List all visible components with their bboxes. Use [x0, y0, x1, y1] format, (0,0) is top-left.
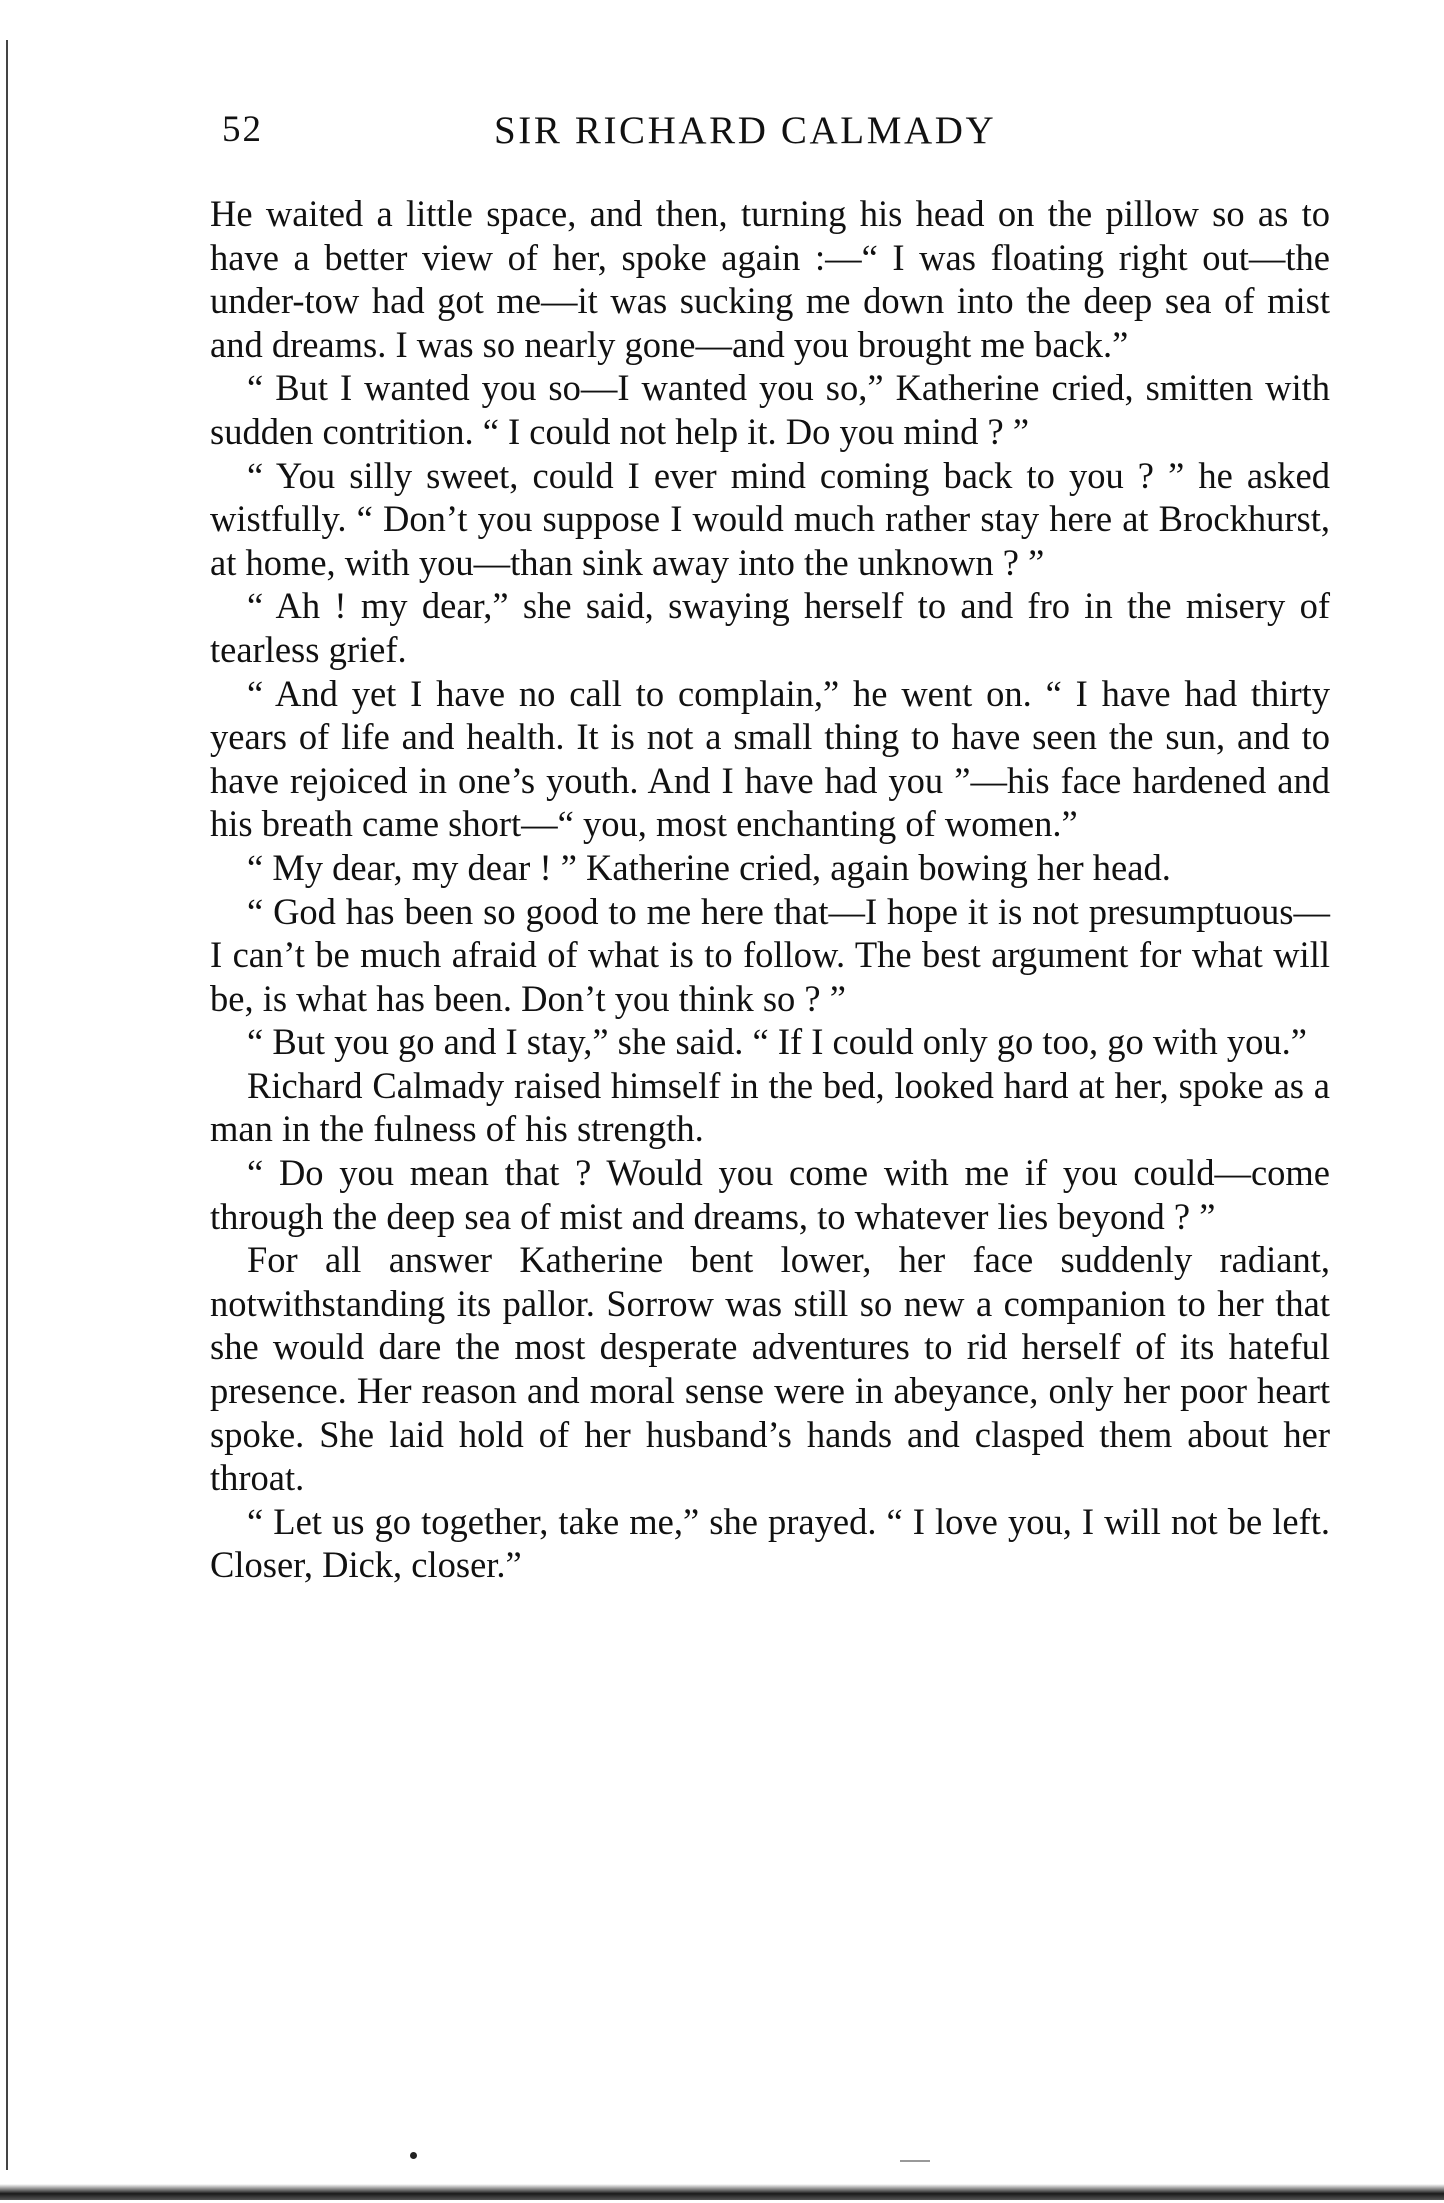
paragraph: “ You silly sweet, could I ever mind coming back to you ? ” he asked wistfully. “ Don’t you suppose I would much rather stay here at Brockhurst, at home, with you—than sink away into the unknown ? ” — [210, 454, 1330, 583]
paragraph: For all answer Katherine bent lower, her face suddenly radiant, notwithstanding its pallor. Sorrow was still so new a companion to her that she would dare the most desperate adventures to rid herself of its hateful presence. Her reason and moral sense were in abeyance, only her poor heart spoke. She laid hold of her husband’s hands and clasped them about her throat. — [210, 1239, 1330, 1499]
body-text — [210, 192, 1330, 1587]
paragraph: “ But I wanted you so—I wanted you so,” Katherine cried, smitten with sudden contrition. “ I could not help it. Do you mind ? ” — [210, 367, 1330, 452]
paragraph: “ God has been so good to me here that—I hope it is not presumptuous—I can’t be much afraid of what is to follow. The best argument for what will be, is what has been. Don’t you think so ? ” — [210, 890, 1330, 1019]
paragraph: “ Let us go together, take me,” she prayed. “ I love you, I will not be left. Closer, Dick, closer.” — [210, 1500, 1330, 1586]
page-bottom-edge — [0, 2184, 1444, 2200]
ink-speck — [410, 2152, 417, 2159]
paragraph: “ But you go and I stay,” she said. “ If I could only go too, go with you.” — [247, 1021, 1307, 1063]
paragraph: “ Do you mean that ? Would you come with me if you could—come through the deep sea of mist and dreams, to whatever lies beyond ? ” — [210, 1152, 1330, 1237]
ink-mark — [900, 2160, 930, 2162]
paragraph: “ My dear, my dear ! ” Katherine cried, again bowing her head. — [247, 846, 1171, 888]
page-left-edge — [6, 40, 8, 2170]
paragraph: “ Ah ! my dear,” she said, swaying herself to and fro in the misery of tearless grief. — [210, 585, 1330, 670]
running-title: SIR RICHARD CALMADY — [494, 109, 997, 152]
page-number: 52 — [222, 109, 263, 150]
paragraph: He waited a little space, and then, turning his head on the pillow so as to have a better view of her, spoke again :—“ I was floating right out—the under-tow had got me—it was sucking me down into the deep sea of mist and dreams. I was so nearly gone—and you brought me back.” — [210, 193, 1330, 365]
page-header — [0, 108, 1444, 158]
paragraph: Richard Calmady raised himself in the bed, looked hard at her, spoke as a man in the fulness of his strength. — [210, 1064, 1330, 1150]
paragraph: “ And yet I have no call to complain,” he went on. “ I have had thirty years of life and health. It is not a small thing to have seen the sun, and to have rejoiced in one’s youth. And I have had you ”—his face hardened and his breath came short—“ you, most enchanting of women.” — [210, 672, 1330, 845]
